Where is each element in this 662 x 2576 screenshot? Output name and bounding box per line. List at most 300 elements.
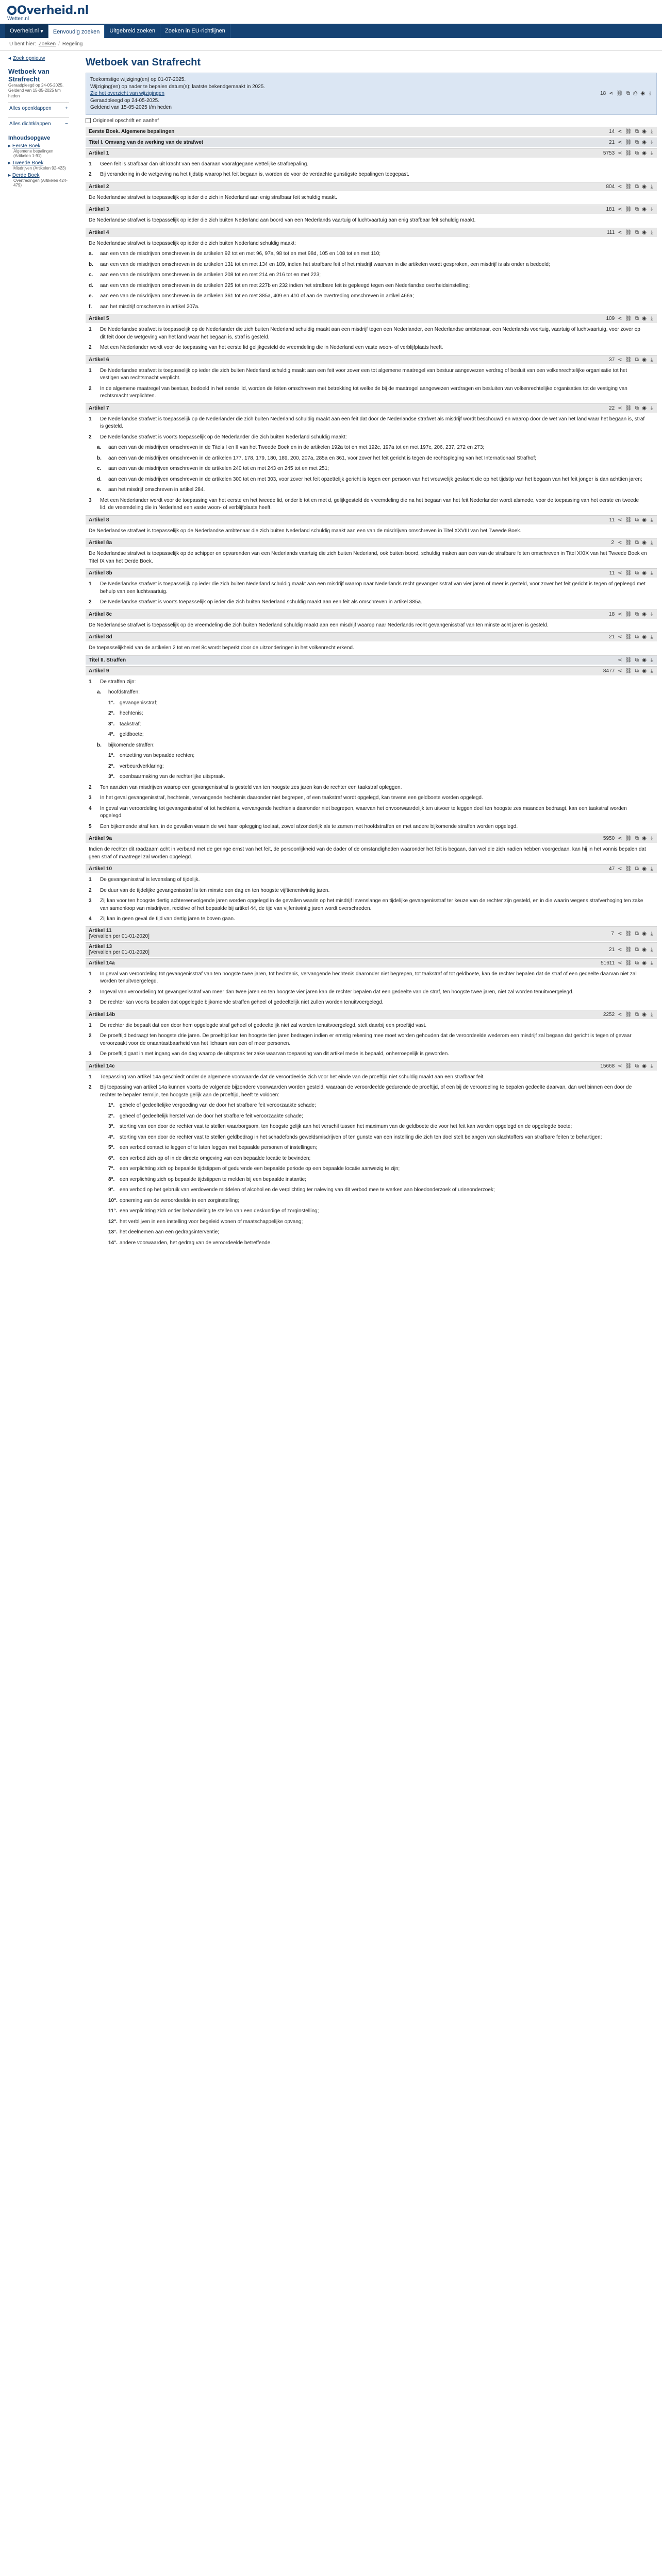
paragraph-text: Bij toepassing van artikel 14a kunnen voorts de volgende bijzondere voorwaarden worden gesteld, waaraan de veroordeelde gedurende de proeftijd, of een bij de veroordeling te bepalen gedeelte daarvan, dan wel binnen een door de rechter te bepalen termijn, ten hoogste gelijk aan de proeftijd, heeft te voldoen:: [100, 1084, 632, 1098]
share-icon[interactable]: ⋖: [618, 946, 622, 953]
download-icon[interactable]: ⤓: [650, 405, 653, 411]
article-header[interactable]: [86, 148, 657, 158]
copy-icon[interactable]: ⧉: [635, 634, 639, 640]
paragraph-number: 1: [89, 971, 92, 977]
download-icon[interactable]: ⤓: [650, 657, 653, 663]
logo-ring-icon: [7, 6, 16, 15]
article-paragraph: [89, 999, 657, 1007]
share-icon[interactable]: ⋖: [618, 836, 622, 841]
eye-icon[interactable]: ◉: [642, 207, 647, 212]
sidebar-title: Wetboek van Strafrecht: [8, 67, 49, 83]
eye-icon[interactable]: ◉: [642, 611, 647, 617]
logo-bar: [0, 0, 662, 24]
toc-title: Inhoudsopgave: [8, 135, 51, 142]
article-paragraph: [108, 1176, 657, 1184]
paragraph-text: Toepassing van artikel 14a geschiedt onder de algemene voorwaarde dat de veroordeelde zich voor het einde van de proeftijd niet schuldig maakt aan een strafbaar feit.: [100, 1074, 485, 1080]
chevron-right-icon: ▸: [8, 143, 12, 149]
paragraph-text: openbaarmaking van de rechterlijke uitspraak.: [120, 774, 225, 779]
eye-icon[interactable]: ◉: [642, 946, 647, 953]
paragraph-text: Een bijkomende straf kan, in de gevallen waarin de wet haar oplegging toelaat, zowel afzonderlijk als te zamen met hoofdstraffen en met andere bijkomende straffen worden opgelegd.: [100, 823, 518, 829]
link-icon[interactable]: ⛓: [625, 960, 632, 966]
share-icon[interactable]: ⋖: [618, 150, 622, 156]
paragraph-number: 1: [89, 367, 92, 374]
link-icon[interactable]: ⛓: [625, 836, 632, 841]
link-icon[interactable]: ⛓: [625, 183, 632, 190]
paragraph-number: a.: [97, 445, 102, 450]
download-icon[interactable]: ⤓: [650, 866, 653, 872]
share-icon[interactable]: ⋖: [618, 139, 622, 145]
article-paragraph: [89, 282, 657, 290]
link-icon[interactable]: ⛓: [625, 634, 632, 640]
link-icon[interactable]: ⛓: [625, 657, 632, 663]
eye-icon[interactable]: ◉: [642, 634, 647, 640]
copy-icon[interactable]: ⧉: [635, 668, 639, 674]
download-icon[interactable]: ⤓: [650, 1063, 653, 1069]
share-icon[interactable]: ⋖: [618, 634, 622, 640]
article-toolbar: [609, 947, 654, 953]
copy-icon[interactable]: ⧉: [635, 183, 639, 190]
link-icon[interactable]: ⛓: [616, 91, 623, 96]
eye-icon[interactable]: ◉: [642, 1063, 647, 1069]
article-paragraph: [108, 721, 657, 728]
article-header[interactable]: [86, 228, 657, 237]
article-paragraph: [108, 1144, 657, 1152]
paragraph-text: Zij kan in geen geval de tijd van dertig jaren te boven gaan.: [100, 916, 235, 922]
article-paragraph: [108, 1218, 657, 1226]
article-header[interactable]: [86, 1010, 657, 1019]
article-header[interactable]: [86, 355, 657, 364]
paragraph-number: 3°.: [108, 1124, 115, 1129]
paragraph-text: hechtenis;: [120, 710, 143, 716]
share-icon[interactable]: ⋖: [618, 611, 622, 617]
article-count: 47: [609, 866, 615, 872]
share-icon[interactable]: ⋖: [618, 316, 622, 321]
minus-icon: −: [65, 121, 68, 127]
changes-overview-link[interactable]: Zie het overzicht van wijzigingen: [90, 91, 164, 96]
expand-all-button[interactable]: Alles openklappen +: [8, 102, 69, 114]
article-title: Artikel 14a: [89, 960, 115, 966]
download-icon[interactable]: ⤓: [650, 946, 653, 953]
paragraph-number: 1°.: [108, 1103, 115, 1108]
eye-icon[interactable]: ◉: [642, 517, 647, 523]
article-header[interactable]: [86, 958, 657, 968]
share-icon[interactable]: ⋖: [618, 960, 622, 966]
article-count: 5753: [603, 150, 615, 156]
share-icon[interactable]: ⋖: [618, 229, 622, 235]
share-icon[interactable]: ⋖: [618, 357, 622, 363]
download-icon[interactable]: ⤓: [650, 836, 653, 841]
breadcrumb-zoeken[interactable]: Zoeken: [38, 41, 56, 47]
paragraph-text: De Nederlandse strafwet is toepasselijk op de Nederlander die zich buiten Nederland schuldig maakt aan een misdrijf tegen een Nederlander, een Nederlandse ambtenaar, een Nederlands voertuig, vaartuig of luchtvaartuig, voor zover op dit feit door de wetgeving van het land waar het begaan is, straf is gesteld.: [100, 327, 640, 340]
article-title: Artikel 10: [89, 866, 112, 872]
paragraph-text: De gevangenisstraf is levenslang of tijdelijk.: [100, 877, 200, 883]
article-toolbar: [603, 668, 654, 674]
article-count: 11: [609, 517, 615, 523]
article-toolbar: [600, 1063, 654, 1069]
paragraph-number: 11°.: [108, 1208, 118, 1214]
share-icon[interactable]: ⋖: [618, 657, 622, 663]
article-toolbar: [609, 612, 654, 617]
eye-icon[interactable]: ◉: [642, 183, 647, 190]
article-count: 21: [609, 139, 615, 145]
link-icon[interactable]: ⛓: [625, 405, 632, 411]
link-icon[interactable]: ⛓: [625, 570, 632, 576]
eye-icon[interactable]: ◉: [642, 960, 647, 966]
link-icon[interactable]: ⛓: [625, 139, 632, 145]
link-icon[interactable]: ⛓: [625, 357, 632, 363]
article-toolbar: [609, 140, 654, 145]
link-icon[interactable]: ⛓: [625, 668, 632, 674]
eye-icon[interactable]: ◉: [642, 405, 647, 411]
info-toolbar: [600, 76, 652, 111]
back-link[interactable]: ◂ Zoek opnieuw: [8, 56, 45, 61]
download-icon[interactable]: ⤓: [650, 357, 653, 363]
article-paragraph: [89, 599, 657, 606]
download-icon[interactable]: ⤓: [650, 611, 653, 617]
eye-icon[interactable]: ◉: [642, 930, 647, 937]
paragraph-number: 1: [89, 327, 92, 332]
article-header[interactable]: [86, 205, 657, 214]
download-icon[interactable]: ⤓: [649, 91, 652, 96]
nav-uitgebreid-zoeken[interactable]: Uitgebreid zoeken: [105, 24, 160, 38]
article-title: Artikel 8c: [89, 611, 112, 617]
eye-icon[interactable]: ◉: [642, 357, 647, 363]
info-box: [86, 73, 657, 115]
eye-icon[interactable]: ◉: [642, 668, 647, 674]
article-title: Artikel 13: [89, 944, 112, 950]
copy-icon[interactable]: ⧉: [635, 357, 639, 363]
paragraph-text: een verbod zich op of in de directe omgeving van een bepaalde locatie te bevinden;: [120, 1155, 311, 1161]
paragraph-number: 3: [89, 898, 92, 904]
link-icon[interactable]: ⛓: [625, 517, 632, 523]
article-paragraph: [89, 1074, 657, 1081]
article-paragraph: [89, 497, 657, 512]
article-paragraph: [89, 876, 657, 884]
copy-icon[interactable]: ⧉: [635, 1063, 639, 1069]
copy-icon[interactable]: ⧉: [635, 139, 639, 145]
link-icon[interactable]: ⛓: [625, 207, 632, 212]
paragraph-number: 1: [89, 1022, 92, 1028]
article-status: [Vervallen per 01-01-2020]: [89, 950, 150, 955]
copy-icon[interactable]: ⧉: [635, 657, 639, 663]
article-header[interactable]: [86, 127, 657, 136]
article-toolbar: [606, 316, 654, 321]
eye-icon[interactable]: ◉: [642, 150, 647, 156]
link-icon[interactable]: ⛓: [625, 316, 632, 321]
article-paragraph: [108, 1134, 657, 1142]
article-paragraph: [89, 989, 657, 996]
collapse-all-button[interactable]: Alles dichtklappen −: [8, 117, 69, 130]
share-icon[interactable]: ⋖: [618, 1011, 622, 1018]
copy-icon[interactable]: ⧉: [635, 207, 639, 212]
copy-icon[interactable]: ⧉: [635, 1011, 639, 1018]
article-paragraph: [89, 1022, 657, 1030]
article-count: 111: [606, 229, 615, 235]
article-toolbar: [606, 184, 654, 190]
download-icon[interactable]: ⤓: [650, 150, 653, 156]
eye-icon[interactable]: ◉: [640, 91, 645, 96]
article-count: 8477: [603, 668, 615, 674]
eye-icon[interactable]: ◉: [642, 316, 647, 321]
link-icon[interactable]: ⛓: [625, 866, 632, 872]
article-header[interactable]: [86, 666, 657, 675]
nav-eenvoudig-zoeken[interactable]: Eenvoudig zoeken: [48, 24, 105, 38]
paragraph-number: 1°.: [108, 700, 115, 706]
link-icon[interactable]: ⛓: [625, 229, 632, 235]
download-icon[interactable]: ⤓: [650, 570, 653, 576]
paragraph-text: verbeurdverklaring;: [120, 763, 164, 769]
checkbox[interactable]: [86, 118, 91, 123]
article-paragraph: [108, 710, 657, 718]
download-icon[interactable]: ⤓: [650, 183, 653, 190]
copy-icon[interactable]: ⧉: [635, 540, 639, 546]
chevron-right-icon: ▸: [8, 173, 12, 179]
download-icon[interactable]: ⤓: [650, 207, 653, 212]
article-title: Artikel 14b: [89, 1011, 115, 1018]
paragraph-text: Met een Nederlander wordt voor de toepassing van het eerste en het tweede lid, onder b tot en met d, gelijkgesteld de vreemdeling die na het begaan van het feit Nederlander wordt alsmede, voor de toepassing van het eerste en tweede lid, de vreemdeling die in Nederland een vaste woon- of verblijfplaats heeft.: [100, 497, 639, 511]
article-header[interactable]: [86, 926, 657, 941]
article-count: 11: [609, 570, 615, 576]
share-icon[interactable]: ⋖: [618, 540, 622, 546]
article-count: 2252: [603, 1011, 615, 1018]
article-paragraph: [89, 887, 657, 895]
download-icon[interactable]: ⤓: [650, 229, 653, 235]
paragraph-number: 12°.: [108, 1218, 118, 1225]
toc-item[interactable]: ▸ Eerste Boek Algemene bepalingen (Artikelen 1-91): [8, 143, 54, 159]
download-icon[interactable]: ⤓: [650, 668, 653, 674]
article-paragraph: [108, 1123, 657, 1131]
article-header[interactable]: [86, 538, 657, 547]
info-line-1: Toekomstige wijziging(en) op 01-07-2025.: [90, 77, 186, 82]
share-icon[interactable]: ⋖: [618, 570, 622, 576]
share-icon[interactable]: ⋖: [618, 1063, 622, 1069]
article-paragraph: [89, 784, 657, 792]
article-text: De toepasselijkheid van de artikelen 2 tot en met 8c wordt beperkt door de uitzonderingen in het volkenrecht erkend.: [89, 645, 354, 651]
article-title: Titel I. Omvang van de werking van de strafwet: [89, 139, 204, 145]
copy-icon[interactable]: ⧉: [635, 316, 639, 321]
nav-overheid[interactable]: Overheid.nl ▾: [5, 24, 48, 38]
eye-icon[interactable]: ◉: [642, 540, 647, 546]
paragraph-text: In het geval gevangenisstraf, hechtenis, vervangende hechtenis daaronder niet begrepen, of een taakstraf wordt opgelegd, kan tevens een geldboete worden opgelegd.: [100, 795, 483, 801]
article-header[interactable]: [86, 568, 657, 578]
paragraph-text: In geval van veroordeling tot gevangenisstraf van ten hoogste twee jaren, tot hechtenis, vervangende hechtenis daaronder niet begrepen, tot taakstraf of tot geldboete, kan de rechter bepalen dat de straf of een gedeelte daarvan niet zal worden tenuitvoergelegd.: [100, 971, 637, 984]
paragraph-text: De Nederlandse strafwet is toepasselijk op de Nederlander die zich buiten Nederland schuldig maakt aan een feit dat door de Nederlandse strafwet als misdrijf wordt beschouwd en waarop door de wet van het land waar het begaan is, straf is gesteld.: [100, 416, 645, 429]
download-icon[interactable]: ⤓: [650, 1011, 653, 1018]
paragraph-text: aan een van de misdrijven omschreven in de artikelen 131 tot en met 134 en 189, indien het strafbare feit of het misdrijf waarvan in die artikelen wordt gesproken, een misdrijf is als onder a bedoeld;: [100, 261, 550, 267]
article-header[interactable]: [86, 138, 657, 147]
download-icon[interactable]: ⤓: [650, 960, 653, 966]
article-header[interactable]: [86, 314, 657, 323]
paragraph-number: e.: [89, 293, 93, 299]
link-icon[interactable]: ⛓: [625, 1011, 632, 1018]
paragraph-number: c.: [97, 466, 102, 471]
breadcrumb-prefix: U bent hier:: [9, 41, 36, 47]
article-toolbar: [610, 657, 654, 663]
article-toolbar: [603, 150, 654, 156]
paragraph-text: bijkomende straffen:: [108, 742, 155, 748]
article-paragraph: [89, 1032, 657, 1047]
share-icon[interactable]: ⋖: [618, 128, 622, 134]
article-title: Titel II. Straffen: [89, 657, 126, 663]
paragraph-number: b.: [97, 455, 102, 461]
article-paragraph: [108, 1208, 657, 1215]
paragraph-text: aan een van de misdrijven omschreven in de artikelen 177, 178, 179, 180, 189, 200, 207a, 285a en 361, voor zover het feit gericht is tegen de rechtspleging van het Internationaal Strafhof;: [108, 455, 536, 461]
paragraph-text: gevangenisstraf;: [120, 700, 158, 706]
article-paragraph: [108, 1155, 657, 1163]
eye-icon[interactable]: ◉: [642, 1011, 647, 1018]
paragraph-number: 1: [89, 877, 92, 883]
share-icon[interactable]: ⋖: [609, 91, 614, 96]
paragraph-number: 4: [89, 916, 92, 922]
article-toolbar: [603, 836, 654, 841]
link-icon[interactable]: ⛓: [625, 150, 632, 156]
article-paragraph: [89, 581, 657, 596]
paragraph-number: 14°.: [108, 1240, 118, 1246]
paragraph-number: 1: [89, 581, 92, 587]
paragraph-text: gehele of gedeeltelijke vergoeding van de door het strafbare feit veroorzaakte schade;: [120, 1103, 316, 1108]
toc-item[interactable]: ▸ Tweede Boek Misdrijven (Artikelen 92-423): [8, 160, 66, 171]
toc-item[interactable]: ▸ Derde Boek Overtredingen (Artikelen 424-479): [8, 173, 68, 188]
share-icon[interactable]: ⋖: [618, 183, 622, 190]
link-icon[interactable]: ⛓: [625, 930, 632, 937]
eye-icon[interactable]: ◉: [642, 229, 647, 235]
nav-eu-richtlijnen[interactable]: Zoeken in EU-richtlijnen: [160, 24, 230, 38]
link-icon[interactable]: ⛓: [625, 1063, 632, 1069]
share-icon[interactable]: ⋖: [618, 930, 622, 937]
copy-icon[interactable]: ⧉: [635, 405, 639, 411]
link-icon[interactable]: ⛓: [625, 128, 632, 134]
article-paragraph: [108, 1187, 657, 1194]
download-icon[interactable]: ⤓: [650, 930, 653, 937]
article-paragraph: [89, 250, 657, 258]
paragraph-number: 1: [89, 1074, 92, 1080]
copy-icon[interactable]: ⧉: [635, 570, 639, 576]
download-icon[interactable]: ⤓: [650, 139, 653, 145]
article-header[interactable]: [86, 834, 657, 843]
print-icon[interactable]: ⎙: [633, 91, 638, 96]
info-line-2: Wijziging(en) op nader te bepalen datum(s); laatste bekendgemaakt in 2025.: [90, 83, 266, 90]
eye-icon[interactable]: ◉: [642, 657, 647, 663]
article-paragraph: [108, 1229, 657, 1236]
copy-icon[interactable]: ⧉: [635, 517, 639, 523]
copy-icon[interactable]: ⧉: [635, 150, 639, 156]
paragraph-number: c.: [89, 272, 93, 278]
download-icon[interactable]: ⤓: [650, 634, 653, 640]
paragraph-number: 1: [89, 679, 92, 685]
paragraph-number: 1: [89, 416, 92, 422]
link-icon[interactable]: ⛓: [625, 946, 632, 953]
share-icon[interactable]: ⋖: [618, 866, 622, 872]
paragraph-number: 9°.: [108, 1187, 115, 1193]
article-title: Artikel 7: [89, 405, 109, 411]
eye-icon[interactable]: ◉: [642, 139, 647, 145]
logo[interactable]: Overheid.nl: [7, 4, 655, 17]
paragraph-text: In geval van veroordeling tot gevangenisstraf of tot hechtenis, vervangende hechtenis daaronder niet begrepen, waarvan het onvoorwaardelijk ten uitvoer te leggen deel ten hoogste zes maanden bedraagt, kan een taakstraf worden opgelegd.: [100, 805, 627, 819]
article-paragraph: [97, 465, 657, 473]
paragraph-text: De Nederlandse strafwet is voorts toepasselijk op de Nederlander die zich buiten Nederland schuldig maakt:: [100, 434, 347, 440]
download-icon[interactable]: ⤓: [650, 517, 653, 523]
eye-icon[interactable]: ◉: [642, 836, 647, 841]
article-paragraph: [89, 1084, 657, 1099]
article-header[interactable]: [86, 515, 657, 524]
article-header[interactable]: [86, 1061, 657, 1071]
paragraph-number: 3: [89, 1051, 92, 1057]
article-toolbar: [609, 129, 654, 134]
copy-icon[interactable]: ⧉: [635, 930, 639, 937]
article-header[interactable]: [86, 942, 657, 957]
share-icon[interactable]: ⋖: [618, 207, 622, 212]
article-toolbar: [609, 357, 654, 363]
article-paragraph: [89, 303, 657, 311]
paragraph-number: 2: [89, 989, 92, 995]
article-title: Artikel 11: [89, 928, 112, 934]
paragraph-number: 2: [89, 1033, 92, 1039]
copy-icon[interactable]: ⧉: [635, 128, 639, 134]
paragraph-number: 5°.: [108, 1145, 115, 1150]
paragraph-number: 8°.: [108, 1176, 115, 1182]
main-nav: [0, 24, 662, 38]
eye-icon[interactable]: ◉: [642, 128, 647, 134]
article-paragraph: [108, 1102, 657, 1110]
paragraph-text: storting van een door de rechter vast te stellen waarborgsom, ten hoogste gelijk aan het verschil tussen het maximum van de geldboete die voor het feit kan worden opgelegd en de opgelegde boete;: [120, 1124, 572, 1129]
copy-icon[interactable]: ⧉: [635, 229, 639, 235]
paragraph-number: 2: [89, 385, 92, 392]
paragraph-number: b.: [97, 742, 102, 748]
paragraph-number: 4: [89, 805, 92, 811]
copy-icon[interactable]: ⧉: [635, 946, 639, 953]
download-icon[interactable]: ⤓: [650, 540, 653, 546]
article-header[interactable]: [86, 655, 657, 665]
share-icon[interactable]: ⋖: [618, 405, 622, 411]
plus-icon: +: [65, 106, 68, 112]
paragraph-text: De Nederlandse strafwet is toepasselijk op ieder die zich buiten Nederland schuldig maakt aan een feit voor zover een tot algemene maatregel van bestuur aangewezen verdrag of besluit van een volkenrechtelijke organisatie tot het vestigen van rechtsmacht verplicht.: [100, 367, 627, 381]
link-icon[interactable]: ⛓: [625, 611, 632, 617]
download-icon[interactable]: ⤓: [650, 316, 653, 321]
copy-icon[interactable]: ⧉: [635, 836, 639, 841]
article-header[interactable]: [86, 403, 657, 413]
article-title: Artikel 14c: [89, 1063, 115, 1069]
article-header[interactable]: [86, 182, 657, 191]
share-icon[interactable]: ⋖: [618, 517, 622, 523]
article-title: Artikel 5: [89, 316, 109, 321]
download-icon[interactable]: ⤓: [650, 128, 653, 134]
article-header[interactable]: [86, 864, 657, 873]
eye-icon[interactable]: ◉: [642, 866, 647, 872]
article-toolbar: [606, 207, 654, 212]
copy-icon[interactable]: ⧉: [635, 611, 639, 617]
article-header[interactable]: [86, 632, 657, 641]
copy-icon[interactable]: ⧉: [635, 866, 639, 872]
article-paragraph: [108, 1197, 657, 1205]
link-icon[interactable]: ⛓: [625, 540, 632, 546]
paragraph-number: 2: [89, 599, 92, 605]
paragraph-number: 2: [89, 1084, 92, 1090]
paragraph-text: geldboete;: [120, 732, 144, 737]
share-icon[interactable]: ⋖: [618, 668, 622, 674]
eye-icon[interactable]: ◉: [642, 570, 647, 576]
article-count: 7: [611, 930, 614, 937]
paragraph-text: Zij kan voor ten hoogste dertig achtereenvolgende jaren worden opgelegd in de gevallen waarin op het misdrijf levenslange en tijdelijke gevangenisstraf ter keuze van de rechter zijn gesteld, en in die waarin wegens strafverhoging ten zake van samenloop van misdrijven, recidive of het bepaalde bij artikel 44, de tijd van vijfentwintig jaren wordt overschreden.: [100, 898, 643, 911]
original-title-checkbox[interactable]: Origineel opschrift en aanhef: [86, 118, 657, 124]
paragraph-text: aan een van de misdrijven omschreven in de artikelen 361 tot en met 385a, 409 en 410 of aan de overtreding omschreven in artikel 466a;: [100, 293, 414, 299]
article-header[interactable]: [86, 609, 657, 619]
paragraph-number: a.: [89, 251, 93, 257]
article-paragraph: [97, 455, 657, 463]
article-paragraph: [89, 293, 657, 300]
paragraph-text: hoofdstraffen:: [108, 689, 140, 695]
copy-icon[interactable]: ⧉: [626, 91, 630, 96]
copy-icon[interactable]: ⧉: [635, 960, 639, 966]
